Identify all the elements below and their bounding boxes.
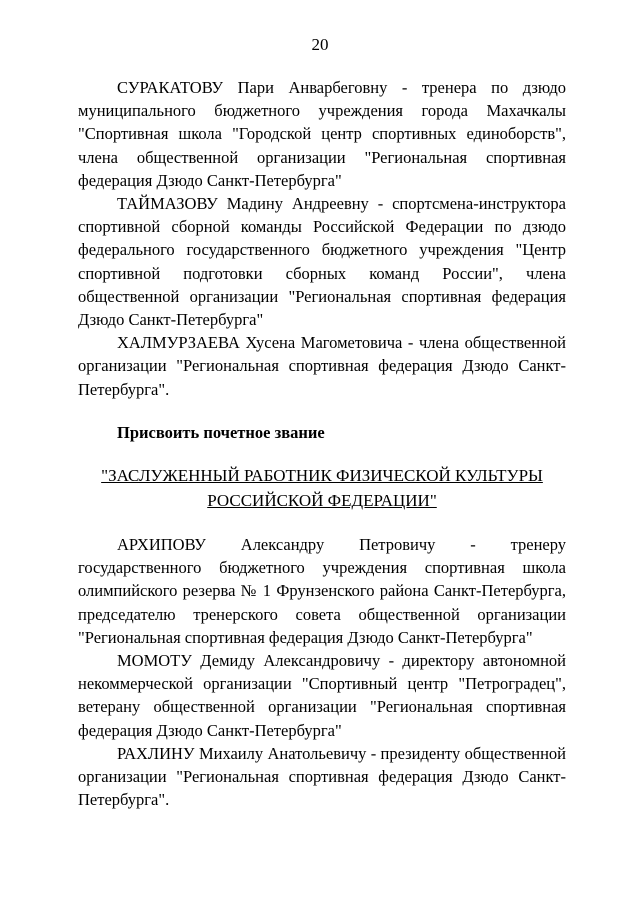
award-entry-rakhlin: РАХЛИНУ Михаилу Анатольевичу - президенту общественной организации "Региональная спортивная федерация Дзюдо Санкт-Петербурга". [78, 743, 566, 810]
award-entry-taymazova: ТАЙМАЗОВУ Мадину Андреевну - спортсмена-инструктора спортивной сборной команды Российской Федерации по дзюдо федерального государственного бюджетного учреждения "Центр спортивной подготовки сборных команд России", члена общественной организации "Региональная спортивная федерация Дзюдо Санкт-Петербурга" [78, 194, 566, 330]
award-entry-suraktova: СУРАКАТОВУ Пари Анварбеговну - тренера по дзюдо муниципального бюджетного учреждения города Махачкалы "Спортивная школа "Городской центр спортивных единоборств", члена общественной организации "Региональная спортивная федерация Дзюдо Санкт-Петербурга" [78, 78, 566, 190]
honorary-title [78, 464, 566, 513]
honorary-title-line-1: "ЗАСЛУЖЕННЫЙ РАБОТНИК ФИЗИЧЕСКОЙ КУЛЬТУРЫ [101, 466, 543, 486]
page-number: 20 [311, 35, 329, 54]
award-entry-arkhipov: АРХИПОВУ Александру Петровичу - тренеру государственного бюджетного учреждения спортивная школа олимпийского резерва № 1 Фрунзенского района Санкт-Петербурга, председателю тренерского совета общественной организации "Региональная спортивная федерация Дзюдо Санкт-Петербурга" [78, 535, 566, 647]
honorary-title-line-2: РОССИЙСКОЙ ФЕДЕРАЦИИ" [207, 490, 437, 510]
award-entry-khalmurzaev: ХАЛМУРЗАЕВА Хусена Магометовича - члена общественной организации "Региональная спортивная федерация Дзюдо Санкт-Петербурга". [78, 333, 566, 399]
award-entry-momot: МОМОТУ Демиду Александровичу - директору автономной некоммерческой организации "Спортивный центр "Петроградец", ветерану общественной организации "Региональная спортивная федерация Дзюдо Санкт-Петербурга" [78, 651, 566, 740]
award-heading: Присвоить почетное звание [117, 422, 325, 442]
document-body [78, 76, 566, 811]
